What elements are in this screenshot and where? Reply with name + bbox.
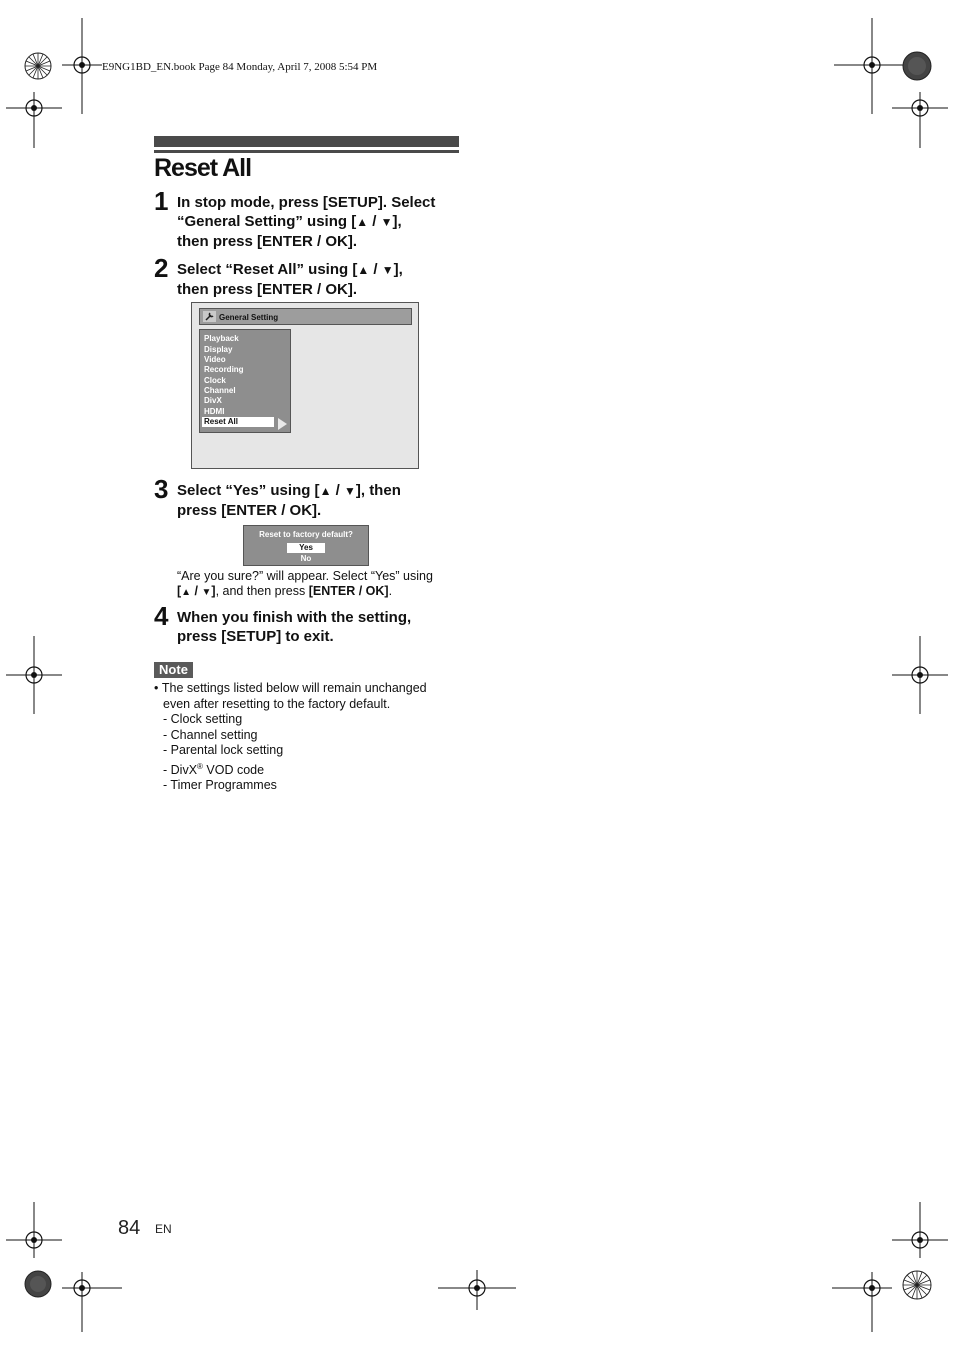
- step-number-3: 3: [154, 474, 168, 504]
- menu-item-reset-all-selected[interactable]: Reset All: [202, 417, 274, 427]
- crosshair-mark-left-middle: [6, 636, 62, 714]
- step-2-line-1: Select “Reset All” using [▲ / ▼],: [177, 261, 403, 278]
- step-4-line-2: press [SETUP] to exit.: [177, 628, 334, 645]
- up-arrow-icon: ▲: [181, 587, 192, 598]
- general-setting-menu: [199, 329, 291, 433]
- note-item-parental-lock: - Parental lock setting: [163, 743, 284, 757]
- registration-mark-top-right-dark: [902, 51, 932, 81]
- step-1-line-1: In stop mode, press [SETUP]. Select: [177, 194, 436, 211]
- step-1-line-2: “General Setting” using [▲ / ▼],: [177, 213, 402, 230]
- step-1-line-3: then press [ENTER / OK].: [177, 233, 358, 250]
- wrench-icon: [203, 311, 216, 322]
- step-3-explanation-line-1: “Are you sure?” will appear. Select “Yes” using: [177, 569, 433, 583]
- step-4-text: [177, 608, 467, 646]
- page-title: Reset All: [154, 154, 252, 182]
- step-3-line-1: Select “Yes” using [▲ / ▼], then: [177, 482, 401, 499]
- crosshair-mark-left-upper: [6, 92, 62, 148]
- step-2-text: [177, 260, 467, 299]
- right-arrow-icon: [278, 418, 287, 430]
- general-setting-header: [199, 308, 412, 325]
- menu-item-hdmi[interactable]: HDMI: [204, 407, 225, 416]
- crosshair-mark-right-middle: [892, 636, 948, 714]
- crosshair-mark-bottom-center: [438, 1270, 516, 1310]
- registration-mark-bottom-right-rosette: [902, 1270, 932, 1300]
- crosshair-mark-bottom-right: [832, 1272, 892, 1332]
- step-number-1: 1: [154, 186, 168, 216]
- general-setting-screen: [191, 302, 419, 469]
- step-number-2: 2: [154, 253, 168, 283]
- note-item-clock: - Clock setting: [163, 712, 243, 726]
- menu-item-display[interactable]: Display: [204, 345, 233, 354]
- note-item-channel: - Channel setting: [163, 727, 258, 742]
- crosshair-mark-top-left: [62, 18, 102, 114]
- step-2-line-2: then press [ENTER / OK].: [177, 281, 358, 298]
- registration-mark-bottom-left-dark: [24, 1270, 52, 1298]
- note-item-timer-programmes: - Timer Programmes: [163, 778, 277, 793]
- up-arrow-icon: ▲: [357, 263, 370, 277]
- down-arrow-icon: ▼: [380, 215, 393, 229]
- step-3-line-2: press [ENTER / OK].: [177, 502, 322, 519]
- step-3-text: [177, 481, 467, 520]
- step-number-4: 4: [154, 601, 168, 631]
- no-option[interactable]: No: [300, 554, 312, 563]
- crosshair-mark-right-upper: [892, 92, 948, 148]
- crosshair-mark-right-lower: [892, 1202, 948, 1258]
- note-label: Note: [154, 662, 193, 678]
- general-setting-header-label: General Setting: [219, 313, 279, 322]
- crosshair-mark-left-lower: [6, 1202, 62, 1258]
- step-1-text: [177, 193, 467, 251]
- reset-confirm-question: Reset to factory default?: [259, 530, 353, 539]
- menu-item-playback[interactable]: Playback: [204, 334, 239, 343]
- up-arrow-icon: ▲: [356, 215, 369, 229]
- menu-item-channel[interactable]: Channel: [204, 386, 236, 395]
- up-arrow-icon: ▲: [319, 484, 332, 498]
- menu-item-clock[interactable]: Clock: [204, 376, 226, 385]
- reset-confirm-dialog: [243, 525, 369, 566]
- step-3-explanation-line-2: [▲ / ▼], and then press [ENTER / OK].: [177, 584, 393, 598]
- menu-item-recording[interactable]: Recording: [204, 365, 244, 374]
- step-4-line-1: When you finish with the setting,: [177, 609, 412, 626]
- page-language: EN: [155, 1222, 172, 1236]
- note-body: [154, 681, 454, 794]
- crosshair-mark-bottom-left: [62, 1272, 122, 1332]
- book-header-line: E9NG1BD_EN.book Page 84 Monday, April 7, 2008 5:54 PM: [102, 61, 378, 73]
- title-bar-thick: [154, 136, 459, 147]
- down-arrow-icon: ▼: [381, 263, 394, 277]
- menu-item-video[interactable]: Video: [204, 355, 226, 364]
- bullet: •: [154, 681, 159, 695]
- down-arrow-icon: ▼: [343, 484, 356, 498]
- title-bar-thin: [154, 150, 459, 153]
- note-intro-line-1: • The settings listed below will remain unchanged: [154, 681, 427, 695]
- page-number: 84: [118, 1217, 141, 1239]
- note-intro-line-2: even after resetting to the factory default.: [163, 696, 391, 711]
- menu-item-divx[interactable]: DivX: [204, 396, 222, 405]
- registration-mark-top-left-rosette: [24, 52, 52, 80]
- yes-option-selected[interactable]: Yes: [287, 543, 325, 553]
- step-3-explanation: [177, 569, 467, 600]
- down-arrow-icon: ▼: [201, 587, 212, 598]
- note-item-divx-vod: - DivX® VOD code: [163, 761, 265, 777]
